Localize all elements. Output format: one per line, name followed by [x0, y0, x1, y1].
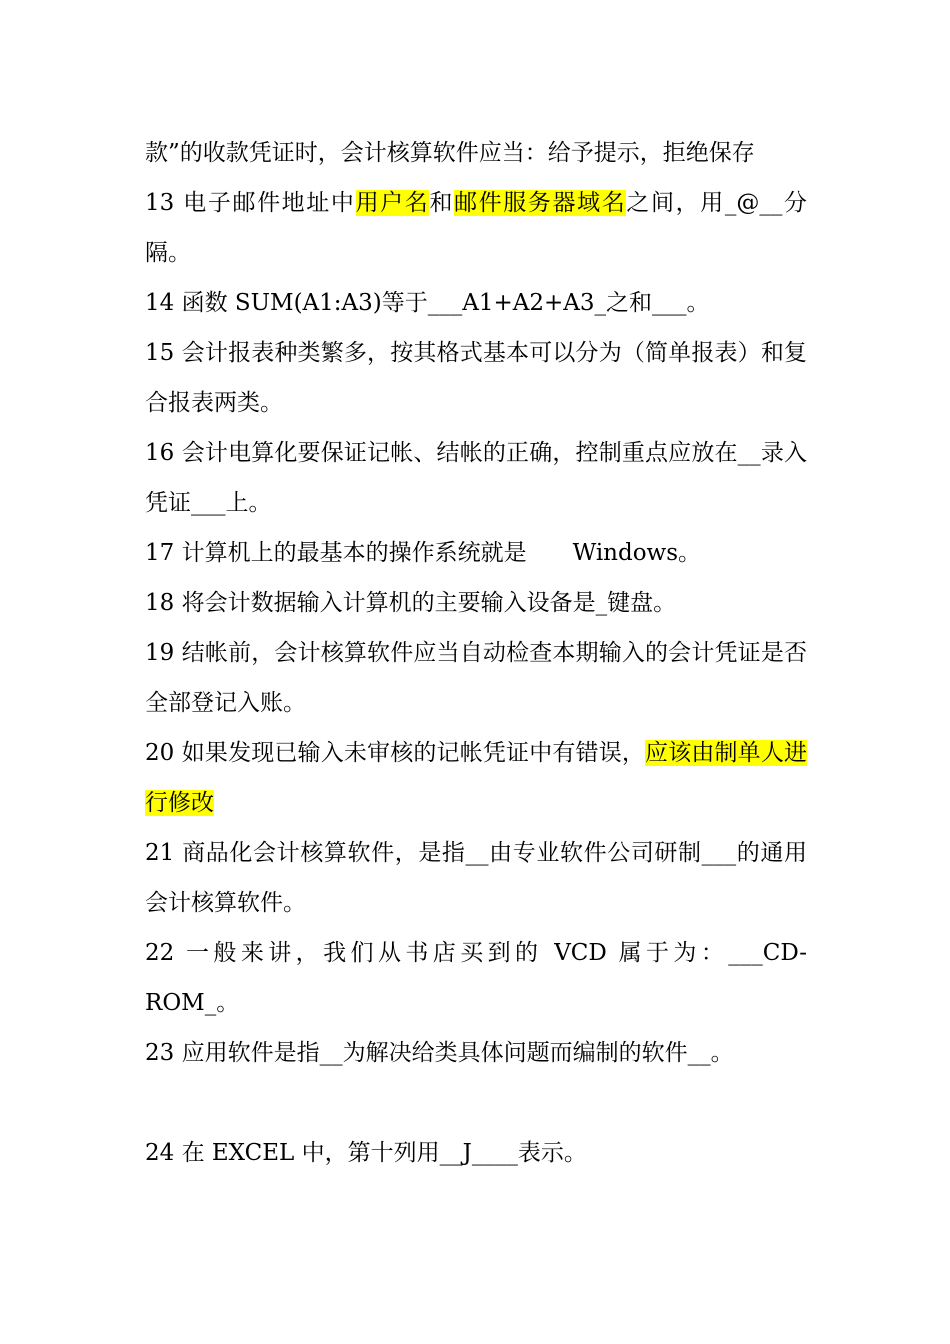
text-segment: 19 结帐前，会计核算软件应当自动检查本期输入的会计凭证是否全部登记入账。 [145, 640, 807, 716]
question-p15 [145, 328, 807, 428]
question-p17 [145, 528, 807, 578]
text-segment: 21 商品化会计核算软件，是指__由专业软件公司研制___的通用会计核算软件。 [145, 840, 807, 916]
text-segment: 13 电子邮件地址中 [145, 190, 356, 216]
document-body [145, 128, 807, 1178]
question-p23 [145, 1028, 807, 1078]
text-segment: 和 [429, 190, 455, 216]
text-segment: 24 在 EXCEL 中，第十列用__J____表示。 [145, 1140, 587, 1166]
text-segment: 17 计算机上的最基本的操作系统就是 Windows。 [145, 540, 702, 566]
question-p14 [145, 278, 807, 328]
blank-line [145, 1078, 807, 1128]
question-p22 [145, 928, 807, 1028]
text-segment: 15 会计报表种类繁多，按其格式基本可以分为（简单报表）和复合报表两类。 [145, 340, 807, 416]
question-p24 [145, 1128, 807, 1178]
highlighted-answer: 应该由制单人进行修改 [145, 740, 808, 816]
question-p16 [145, 428, 807, 528]
text-segment: 18 将会计数据输入计算机的主要输入设备是_键盘。 [145, 590, 677, 616]
question-p21 [145, 828, 807, 928]
text-segment: 款”的收款凭证时，会计核算软件应当：给予提示，拒绝保存 [145, 140, 755, 166]
text-segment: 23 应用软件是指__为解决给类具体问题而编制的软件__。 [145, 1040, 734, 1066]
question-p18 [145, 578, 807, 628]
question-p19 [145, 628, 807, 728]
question-p12-tail [145, 128, 807, 178]
question-p13 [145, 178, 807, 278]
question-p20 [145, 728, 807, 828]
highlighted-answer: 用户名 [355, 190, 430, 216]
text-segment: 14 函数 SUM(A1:A3)等于___A1+A2+A3_之和___。 [145, 290, 710, 316]
text-segment: 22 一般来讲，我们从书店买到的 VCD 属于为：___CD-ROM_。 [145, 940, 807, 1016]
text-segment: 16 会计电算化要保证记帐、结帐的正确，控制重点应放在__录入凭证___上。 [145, 440, 807, 516]
text-segment: 20 如果发现已输入未审核的记帐凭证中有错误， [145, 740, 646, 766]
highlighted-answer: 邮件服务器域名 [454, 190, 627, 216]
text-segment: 之间，用_@__分隔。 [145, 190, 808, 266]
